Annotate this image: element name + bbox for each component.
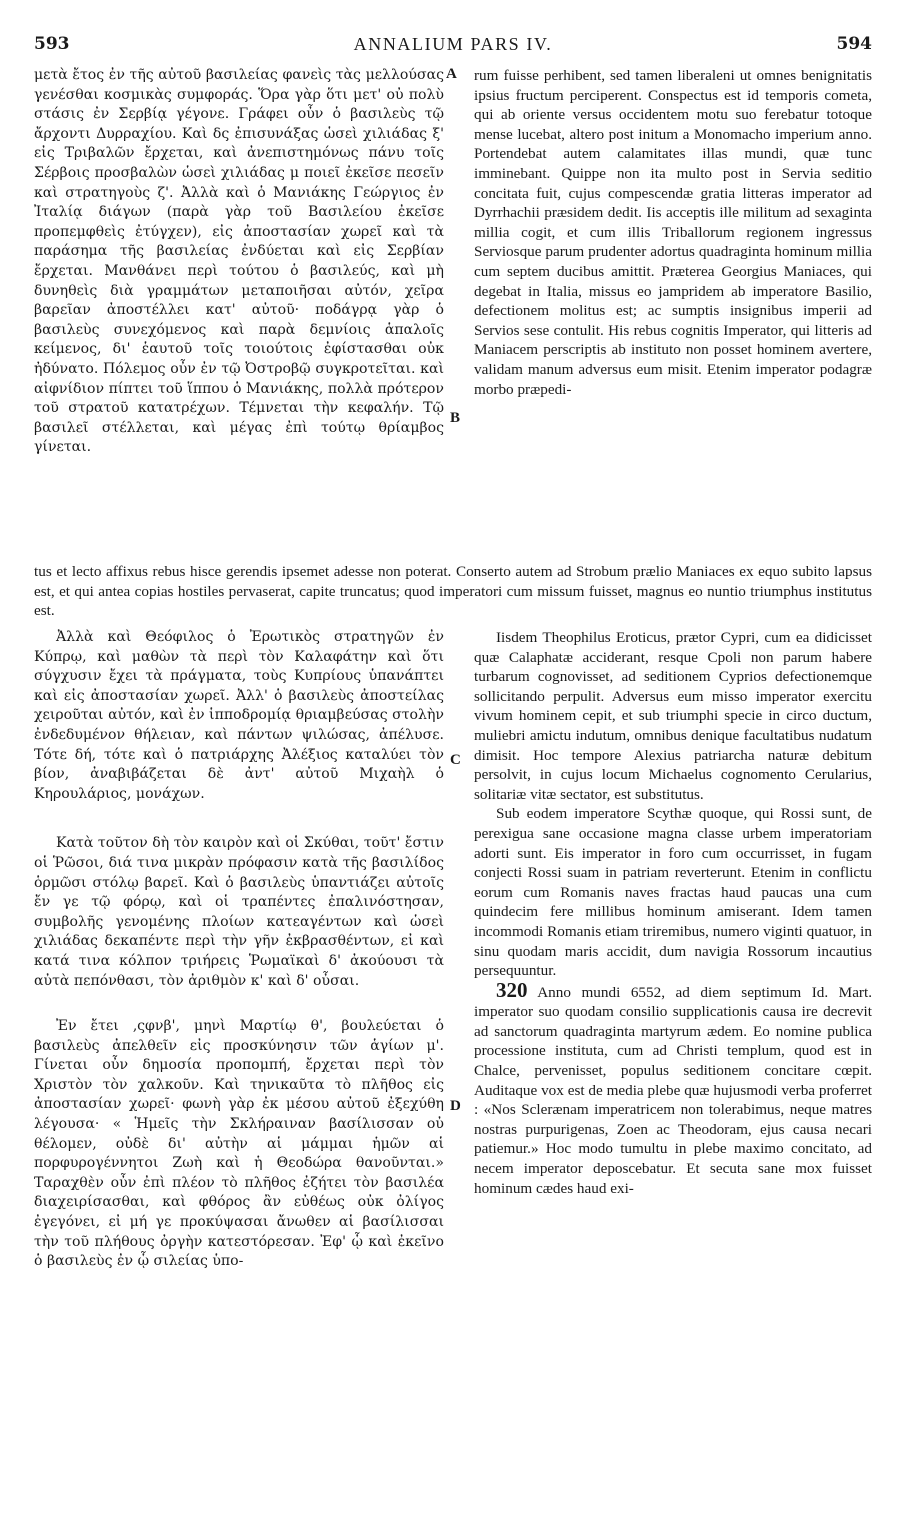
running-header	[34, 34, 872, 60]
greek-paragraph-4: Ἐν ἔτει ‚ςφνβ', μηνὶ Μαρτίῳ θ', βουλεύεται ὁ βασιλεὺς ἀπελθεῖν εἰς προσκύνησιν τῶν ἁγίων μ'. Γίνεται οὖν δημοσία προπομπή, ἔρχεται περὶ τὸν Χριστὸν τὸν χαλκοῦν. Καὶ τηνικαῦτα τὸ πλῆθος εἰς ἀποστασίαν χωρεῖ· φωνὴ γὰρ ἐκ μέσου αὐτοῦ ἐξεχύθη λέγουσα· « Ἡμεῖς τὴν Σκλήραιναν βασίλισσαν οὐ θέλομεν, οὐδὲ δι' αὐτὴν αἱ μάμμαι ἡμῶν αἱ πορφυρογέννητοι Ζωὴ καὶ ἡ Θεοδώρα θανοῦνται.» Ταραχθὲν οὖν ἐπὶ πλέον τὸ πλῆθος ἐζήτει τὸν βασιλέα διαχειρίσασθαι, καὶ φθόρος ἂν εὐθέως οὐκ ὀλίγος ἐγεγόνει, εἰ μή γε προκύψασαι ἄνωθεν αἱ βασίλισσαι τὴν τοῦ πλήθους ὀργὴν κατεστόρεσαν. Ἐφ' ᾧ καὶ ἐκεῖνο ὁ βασιλεὺς ἐν ᾧ σιλείας ὑπο-	[34, 1018, 444, 1270]
page-number-left: 593	[34, 34, 70, 54]
section-number: 320	[496, 977, 528, 1002]
greek-paragraph-3: Κατὰ τοῦτον δὴ τὸν καιρὸν καὶ οἱ Σκύθαι, τοῦτ' ἔστιν οἱ Ῥῶσοι, διά τινα μικρὰν πρόφασιν κατὰ τῆς βασιλίδος ὁρμῶσι στόλῳ βαρεῖ. Καὶ ὁ βασιλεὺς ὑπαντιάζει αὐτοῖς ἔν γε τῷ φόρῳ, καὶ οἱ τραπέντες ἐπαλινόστησαν, συμβολῆς γενομένης πλοίων κατεαγέντων καὶ ὡσεὶ χιλιάδας δεκαπέντε περὶ τὴν γῆν ἐκβρασθέντων, εἰ καὶ κατά τινα κόλπον τριήρεις Ῥωμαϊκαὶ δ' ἀκούουσι τὰ αὐτὰ πεπόνθασι, τὸν ἀριθμὸν κ' καὶ δ' οὖσαι.	[34, 835, 444, 989]
margin-letter-b: B	[450, 410, 461, 426]
latin-paragraph-4: 320 Anno mundi 6552, ad diem septimum Id. Mart. imperator suo quodam consilio supplicationis causa ire decrevit ad sanctorum quadraginta martyrum ædem. Eo nomine publica processione instituta, cum ad Christi templum, quod est in Chalce, pervenisset, populus seditionem concitare cœpit. Auditaque vox est de media plebe quæ hujusmodi verba proferret : «Nos Sclerænam imperatricem non tolerabimus, neque matres nostras purpurigenas, Zoen ac Theodoram, ejus causa necari patiemur.» Hoc modo tumultu in plebe maximo concitato, ad necem imperator deposcebatur. Et secuta sane mox fuisset hominum cædes haud exi-	[474, 977, 873, 1197]
running-title: ANNALIUM PARS IV.	[353, 34, 553, 54]
greek-column-lower	[34, 628, 444, 1272]
margin-letter-a: A	[446, 66, 457, 82]
greek-paragraph-1: μετὰ ἔτος ἐν τῆς αὐτοῦ βασιλείας φανεὶς τὰς μελλούσας γενέσθαι κοσμικὰς συμφοράς. Ὅρα γὰρ ὅτι μετ' οὐ πολὺ στάσις ἐν Σερβίᾳ γέγονε. Γράφει οὖν ὁ βασιλεὺς τῷ ἄρχοντι Δυρραχίου. Καὶ δς ἐπισυνάξας ὡσεὶ χιλιάδας ξ' εἰς Τριβαλῶν ἔρχεται, καὶ ἀνεπιστημόνως πάνυ τοῖς Σέρβοις προσβαλὼν ὡσεὶ χιλιάδας μ ποιεῖ ἐκεῖσε πεσεῖν καὶ στρατηγοὺς ζ'. Ἀλλὰ καὶ ὁ Μανιάκης Γεώργιος ἐν Ἰταλίᾳ διάγων (παρὰ γὰρ τοῦ Βασιλείου ἐκεῖσε προπεμφθεὶς ἐτύγχεν), εἰς ἀποστασίαν χωρεῖ καὶ τὰ παράσημα τῆς βασιλείας ἐνδύεται καὶ εἰς Σερβίαν ἔρχεται. Μανθάνει περὶ τούτου ὁ βασιλεύς, καὶ μὴ δυνηθεὶς διὰ γραμμάτων μεταποιῆσαι αὐτόν, χεῖρα βαρεῖαν ἀποστέλλει κατ' αὐτοῦ· ποδάγρᾳ γὰρ ὁ βασιλεὺς συνεχόμενος καὶ παρὰ δεμνίοις ἁπαλοῖς κείμενος, δι' ἑαυτοῦ τοῖς τοιούτοις ἐφίστασθαι οὐκ ἠδύνατο. Πόλεμος οὖν ἐν τῷ Ὀστροβῷ συγκροτεῖται. καὶ αἰφνίδιον πίπτει τοῦ ἵππου ὁ Μανιάκης, πολλὰ πρότερον τοῦ στρατοῦ κατατρέχων. Τέμνεται τὴν κεφαλήν. Τῷ βασιλεῖ στέλλεται, καὶ μέγας ἐπὶ τούτῳ θρίαμβος γίνεται.	[34, 67, 444, 456]
latin-paragraph-3: Sub eodem imperatore Scythæ quoque, qui Rossi sunt, de perexigua sane occasione magna classe urbem imperatoriam adorti sunt. Eis imperator in foro cum occurrisset, in fugam conjecti Rossi suam in patriam reverterunt. Etenim in conflictu eorum cum Romanis naves fractas haud paucas una cum quindecim fere millibus hominum amiserant. Idem tamen incommodi Romanis etiam triremibus, numero viginti quatuor, in sinu quodam maris accidit, dum navigia Rossorum incautius persequuntur.	[474, 805, 872, 980]
greek-column-upper	[34, 66, 444, 458]
margin-letter-d: D	[450, 1098, 461, 1114]
latin-column-lower	[474, 628, 872, 1198]
latin-column-upper	[474, 66, 872, 399]
margin-letter-c: C	[450, 752, 461, 768]
greek-paragraph-2: Ἀλλὰ καὶ Θεόφιλος ὁ Ἐρωτικὸς στρατηγῶν ἐν Κύπρῳ, καὶ μαθὼν τὰ περὶ τὸν Καλαφάτην καὶ ὅτι σύγχυσιν ἔχει τὰ πράγματα, τοὺς Κυπρίους ὑπανάπτει καὶ εἰς ἀποστασίαν χωρεῖ. Ἀλλ' ὁ βασιλεὺς ἀποστείλας χειροῦται αὐτόν, καὶ ἐν ἱπποδρομίᾳ θριαμβεύσας στολὴν ἐνδεδυμένον θήλειαν, καὶ πάντων ψιλώσας, ἀπέλυσε. Τότε δή, τότε καὶ ὁ πατριάρχης Ἀλέξιος καταλύει τὸν βίον, ἀναβιβάζεται δὲ ἀντ' αὐτοῦ Μιχαὴλ ὁ Κηρουλάριος, μονάχων.	[34, 629, 444, 802]
latin-fullwidth-continuation: tus et lecto affixus rebus hisce gerendis ipsemet adesse non poterat. Conserto autem ad Strobum prælio Maniaces ex equo subito lapsus est, et qui antea copias hostiles pervaserat, capite truncatus; quod imperatori cum missum fuisset, magnus eo nuntio triumphus institutus est.	[34, 563, 872, 620]
latin-paragraph-2: Iisdem Theophilus Eroticus, prætor Cypri, cum ea didicisset quæ Calaphatæ acciderant, resque Cpoli non parum habere turbarum cognovisset, ad seditionem Cyprios defectionemque sollicitando perpulit. Adversus eum misso imperator exercitu vivum hominem cepit, et sub triumphi specie in circo ductum, muliebri amictu indutum, omnibus denique facultatibus nudatum dimisit. Hoc tempore Alexius patriarcha naturæ debitum persolvit, in cujus locum Michaelus cognomento Cerularius, solitariæ vitæ sectator, est substitutus.	[474, 629, 872, 803]
page-number-right: 594	[836, 34, 872, 54]
latin-paragraph-1: rum fuisse perhibent, sed tamen liberaleni ut omnes benignitatis ipsius fructum perciperent. Conspectus est id temporis cometa, qui ab oriente versus occidentem motu suo ferebatur totoque mense lucebat, altero post initum a Monomacho imperium anno. Portendebat autem calamitates illas mundi, quæ tunc imminebant. Quippe non ita multo post in Servia seditio concitata fuit, cujus compescendæ gratia litteras imperator ad Dyrrhachii præsidem dedit. Iis acceptis ille militum ad sexaginta millia cogit, et cum illis Triballorum regionem ingressus Serviosque parum prudenter adortus quadraginta hominum millia cum septem ducibus amittit. Præterea Georgius Maniaces, qui degebat in Italia, missus eo jampridem ab imperatore Basilio, defectionem molitus est; ac sumptis insignibus imperii ad Servios sese contulit. His rebus cognitis Imperator, qui litteris ad Maniacem perscriptis ab instituto non posset hominem avertere, validam manum adversus eum misit. Etenim imperator podagræ morbo præpedi-	[474, 67, 872, 398]
